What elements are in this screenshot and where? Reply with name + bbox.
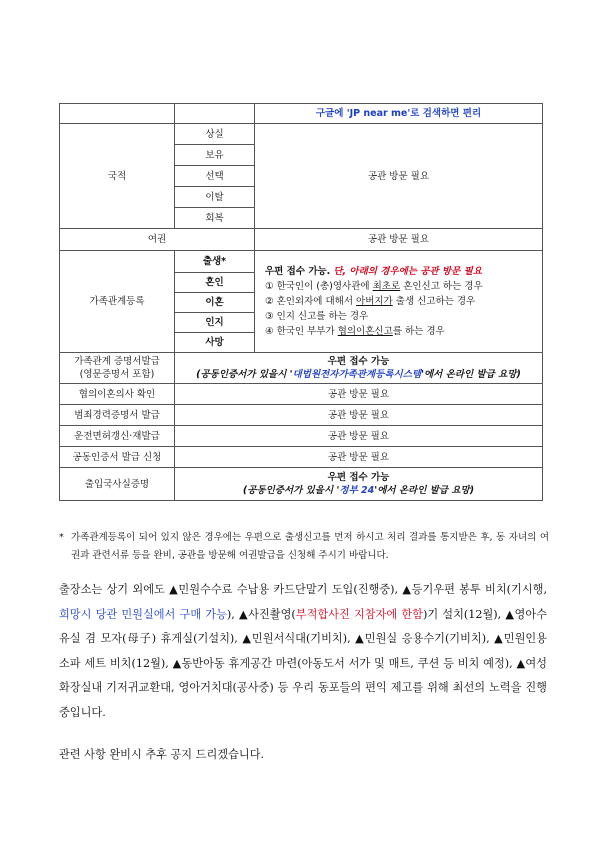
family-mail-exception: 단, 아래의 경우에는 공관 방문 필요 <box>333 266 482 277</box>
cert-issue-label: 공동인증서 발급 신청 <box>60 447 175 468</box>
family-sub-death: 사망 <box>175 333 255 353</box>
family-label: 가족관계등록 <box>60 251 175 353</box>
paragraph-highlight-red: 부적합사진 지참자에 한함 <box>295 607 423 621</box>
family-case-3 <box>265 309 540 324</box>
case-text: 한국인 부부가 <box>276 326 335 337</box>
family-case-4 <box>265 324 540 339</box>
family-sub-acknowledge: 인지 <box>175 313 255 333</box>
paragraph-text: )기 설치(12월), ▲영아수유실 겸 모자(母子) 휴게실(기설치), ▲민원서식대(기비치), ▲민원실 응용수기(기비치), ▲민원인용 소파 세트 비치(12월), ▲동반아동 휴게공간 마련(아동도서 서가 및 매트, 쿠션 등 비치 예정), ▲여성화장실내 기저귀교환대, 영아거치대(공사중) 등 우리 동포들의 편익 제고를 위해 최선의 노력을 진행 중입니다. <box>59 607 547 719</box>
nationality-requirement: 공관 방문 필요 <box>255 124 543 229</box>
case-text: 혼인외자에 대해서 <box>276 296 353 307</box>
mail-available-text: 우편 접수 가능 <box>327 356 390 367</box>
family-sub-birth: 출생* <box>175 251 255 273</box>
case-text: 한국인이 (총)영사관에 <box>276 281 370 292</box>
table-row <box>60 384 543 405</box>
mail-available-text: 우편 접수 가능 <box>327 472 390 483</box>
family-sub-marriage: 혼인 <box>175 273 255 293</box>
nationality-sub-keep: 보유 <box>175 145 255 166</box>
closing-line: 관련 사항 완비시 추후 공지 드리겠습니다. <box>59 748 265 761</box>
case-text: 인지 신고를 하는 경우 <box>276 311 369 322</box>
nationality-sub-lose: 상실 <box>175 124 255 145</box>
table-row <box>60 468 543 501</box>
license-requirement: 공관 방문 필요 <box>175 426 543 447</box>
table-row <box>60 447 543 468</box>
table-header-row <box>60 104 543 124</box>
note-text: '에서 온라인 발급 요망) <box>421 369 521 380</box>
case-number: ① <box>265 281 274 292</box>
note-text: (공동인증서가 있을시 ' <box>196 369 293 380</box>
nationality-label: 국적 <box>60 124 175 229</box>
header-empty-cell-1 <box>60 104 175 124</box>
paragraph-highlight-blue: 희망시 당관 민원실에서 구매 가능 <box>59 607 227 621</box>
case-underlined: 최초로 <box>372 281 401 292</box>
table-row <box>60 405 543 426</box>
case-text: 를 하는 경우 <box>392 326 445 337</box>
footnote <box>59 529 549 565</box>
license-label: 운전면허갱신·재발급 <box>60 426 175 447</box>
family-mail-prefix: 우편 접수 가능. <box>265 266 331 277</box>
family-requirement <box>255 251 543 353</box>
header-note: 구글에 'JP near me'로 검색하면 편리 <box>255 104 543 124</box>
paragraph-text: ), ▲사진촬영( <box>226 607 296 621</box>
criminal-record-requirement: 공관 방문 필요 <box>175 405 543 426</box>
header-empty-cell-2 <box>175 104 255 124</box>
cert-issue-requirement: 공관 방문 필요 <box>175 447 543 468</box>
case-number: ④ <box>265 326 274 337</box>
family-case-2 <box>265 294 540 309</box>
case-underlined: 협의이혼신고 <box>337 326 393 337</box>
label-line: (영문증명서 포함) <box>79 369 155 380</box>
case-underlined: 아버지가 <box>356 296 393 307</box>
passport-requirement: 공관 방문 필요 <box>255 229 543 251</box>
footnote-marker: * <box>59 532 64 543</box>
passport-label: 여권 <box>60 229 255 251</box>
system-name: 대법원전자가족관계등록시스템 <box>292 369 422 380</box>
services-table <box>59 103 543 501</box>
case-text: 출생 신고하는 경우 <box>395 296 476 307</box>
nationality-sub-restore: 회복 <box>175 208 255 229</box>
family-sub-divorce: 이혼 <box>175 293 255 313</box>
online-issue-note <box>177 368 540 381</box>
label-line: 가족관계 증명서발급 <box>74 356 160 367</box>
online-issue-note <box>177 484 540 497</box>
case-number: ③ <box>265 311 274 322</box>
note-text: (공동인증서가 있을시 ' <box>242 485 340 496</box>
note-text: '에서 온라인 발급 요망) <box>374 485 475 496</box>
footnote-text: 가족관계등록이 되어 있지 않은 경우에는 우편으로 출생신고를 먼저 하시고 처리 결과를 통지받은 후, 동 자녀의 여권과 관련서류 등을 완비, 공관을 방문해 여권발급을 신청해 주시기 바랍니다. <box>71 532 549 561</box>
family-case-1 <box>265 279 540 294</box>
table-row <box>60 124 543 145</box>
family-mail-line <box>265 264 540 279</box>
nationality-sub-leave: 이탈 <box>175 187 255 208</box>
immigration-requirement <box>175 468 543 501</box>
immigration-label: 출입국사실증명 <box>60 468 175 501</box>
table-row <box>60 229 543 251</box>
case-number: ② <box>265 296 274 307</box>
family-cert-label <box>60 353 175 384</box>
table-row <box>60 353 543 384</box>
case-text: 혼인신고 하는 경우 <box>403 281 483 292</box>
system-name: 정부 24 <box>339 485 375 496</box>
table-row <box>60 251 543 273</box>
table-row <box>60 426 543 447</box>
paragraph-text: 출장소는 상기 외에도 ▲민원수수료 수납용 카드단말기 도입(진행중), ▲등기우편 봉투 비치(기시행, <box>59 583 547 596</box>
criminal-record-label: 범죄경력증명서 발급 <box>60 405 175 426</box>
nationality-sub-choose: 선택 <box>175 166 255 187</box>
divorce-confirm-label: 협의이혼의사 확인 <box>60 384 175 405</box>
family-cert-requirement <box>175 353 543 384</box>
body-paragraph <box>59 578 547 725</box>
divorce-confirm-requirement: 공관 방문 필요 <box>175 384 543 405</box>
